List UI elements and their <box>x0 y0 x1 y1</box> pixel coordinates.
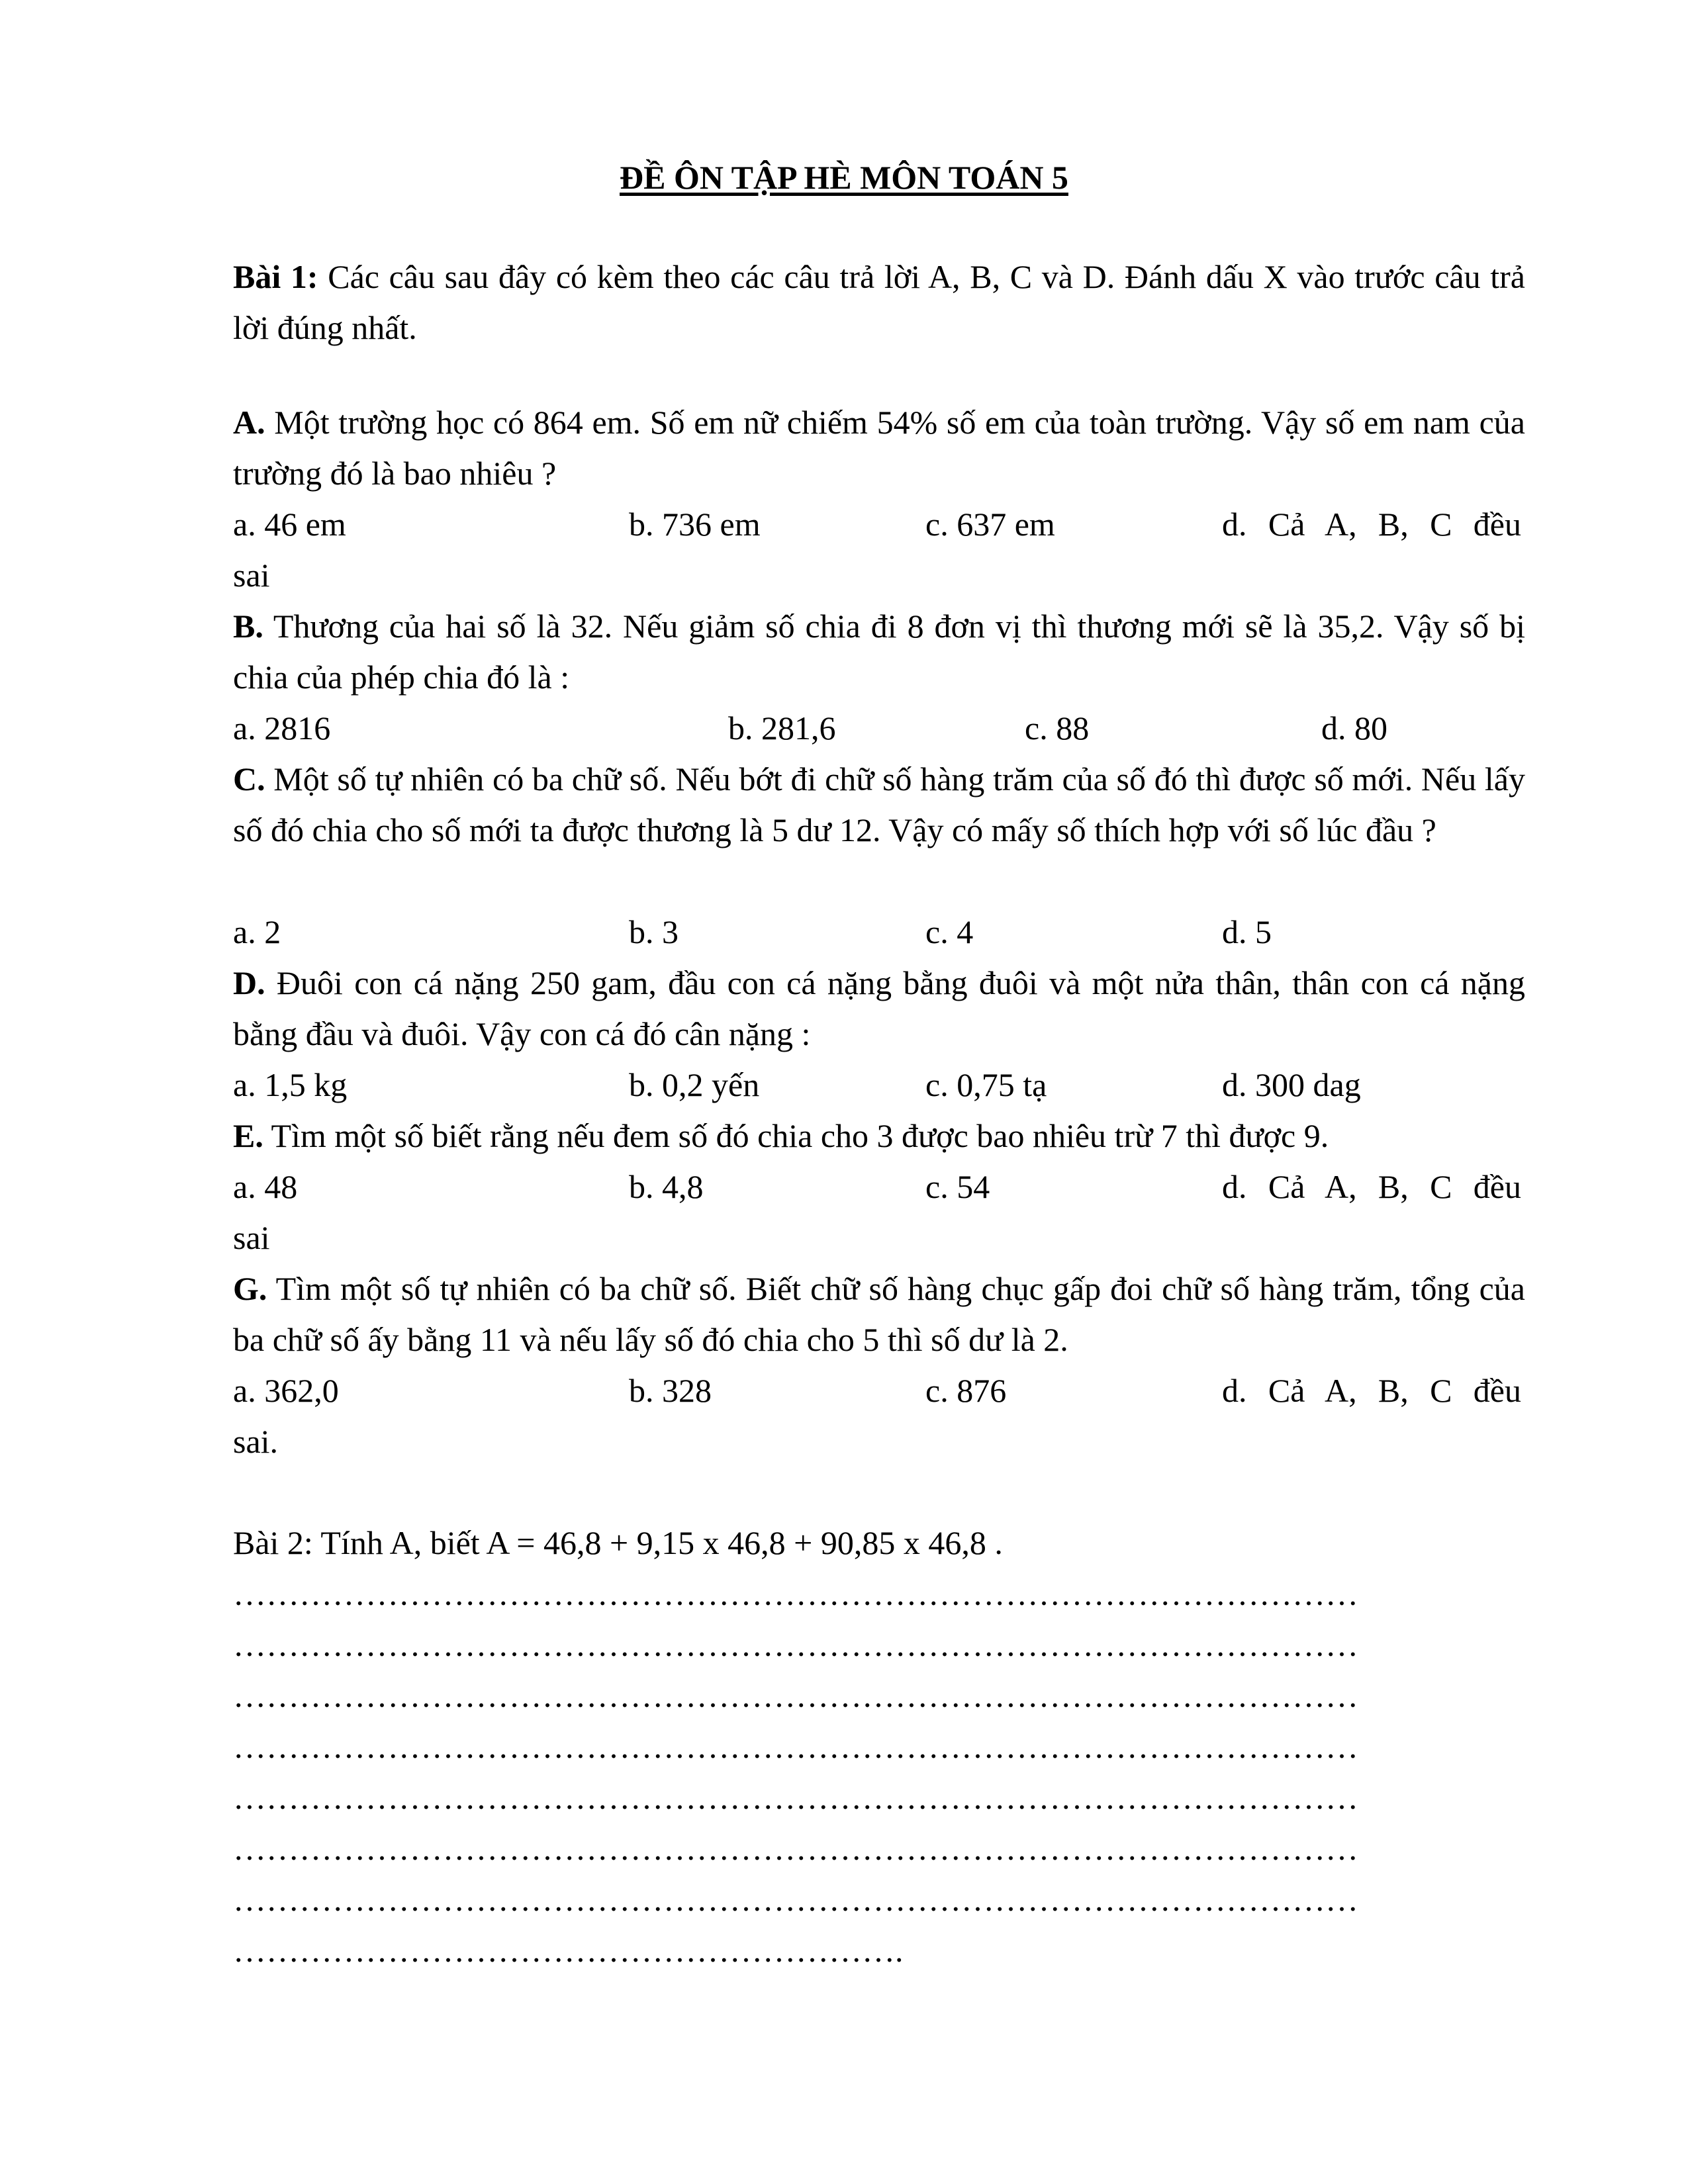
option-e-d[interactable]: d. Cả A, B, C đều <box>1222 1168 1521 1205</box>
answer-line[interactable]: ……………………………………………………. <box>233 1932 904 1969</box>
option-e-d-wrap: sai <box>233 1219 270 1256</box>
option-d-d[interactable]: d. 300 dag <box>1222 1066 1361 1103</box>
options-b <box>233 703 1525 754</box>
question-g: G. Tìm một số tự nhiên có ba chữ số. Biết chữ số hàng chục gấp đoi chữ số hàng trăm, tổng của ba chữ số ấy bằng 11 và nếu lấy số đó chia cho 5 thì số dư là 2. <box>233 1270 1525 1358</box>
question-c: C. Một số tự nhiên có ba chữ số. Nếu bớt đi chữ số hàng trăm của số đó thì được số mới. Nếu lấy số đó chia cho số mới ta được thương là 5 dư 12. Vậy có mấy số thích hợp với số lúc đầu ? <box>233 760 1525 848</box>
option-c-b[interactable]: b. 3 <box>629 913 679 950</box>
page-title: ĐỀ ÔN TẬP HÈ MÔN TOÁN 5 <box>620 159 1068 196</box>
option-e-a[interactable]: a. 48 <box>233 1168 298 1205</box>
options-a <box>233 499 1525 550</box>
options-e <box>233 1161 1525 1212</box>
option-g-d-wrap: sai. <box>233 1423 279 1460</box>
option-g-d[interactable]: d. Cả A, B, C đều <box>1222 1372 1521 1409</box>
options-d <box>233 1060 1525 1111</box>
option-a-c[interactable]: c. 637 em <box>925 506 1055 543</box>
options-c <box>233 907 1525 958</box>
option-d-a[interactable]: a. 1,5 kg <box>233 1066 348 1103</box>
bai2-problem: Bài 2: Tính A, biết A = 46,8 + 9,15 x 46,8 + 90,85 x 46,8 . <box>233 1524 1003 1561</box>
option-d-c[interactable]: c. 0,75 tạ <box>925 1066 1047 1103</box>
option-a-d[interactable]: d. Cả A, B, C đều <box>1222 506 1521 543</box>
option-b-d[interactable]: d. 80 <box>1321 709 1387 747</box>
question-a: A. Một trường học có 864 em. Số em nữ chiếm 54% số em của toàn trường. Vậy số em nam của trường đó là bao nhiêu ? <box>233 404 1525 492</box>
option-g-c[interactable]: c. 876 <box>925 1372 1007 1409</box>
question-d: D. Đuôi con cá nặng 250 gam, đầu con cá nặng bằng đuôi và một nửa thân, thân con cá nặng bằng đầu và đuôi. Vậy con cá đó cân nặng : <box>233 964 1525 1052</box>
answer-line[interactable]: ………………………………………………………………………………………… <box>233 1728 1358 1765</box>
option-b-c[interactable]: c. 88 <box>1025 709 1090 747</box>
option-b-b[interactable]: b. 281,6 <box>728 709 836 747</box>
option-g-a[interactable]: a. 362,0 <box>233 1372 339 1409</box>
option-d-b[interactable]: b. 0,2 yến <box>629 1066 760 1103</box>
option-a-a[interactable]: a. 46 em <box>233 506 346 543</box>
option-c-a[interactable]: a. 2 <box>233 913 281 950</box>
option-c-c[interactable]: c. 4 <box>925 913 974 950</box>
answer-line[interactable]: ………………………………………………………………………………………… <box>233 1881 1358 1918</box>
answer-line[interactable]: ………………………………………………………………………………………… <box>233 1626 1358 1663</box>
bai1-label: Bài 1: <box>233 258 318 295</box>
option-e-b[interactable]: b. 4,8 <box>629 1168 704 1205</box>
option-b-a[interactable]: a. 2816 <box>233 709 331 747</box>
answer-line[interactable]: ………………………………………………………………………………………… <box>233 1677 1358 1714</box>
option-c-d[interactable]: d. 5 <box>1222 913 1272 950</box>
bai1-instruction: Bài 1: Các câu sau đây có kèm theo các câu trả lời A, B, C và D. Đánh dấu X vào trước câu trả lời đúng nhất. <box>233 258 1525 346</box>
answer-line[interactable]: ………………………………………………………………………………………… <box>233 1575 1358 1612</box>
option-a-b[interactable]: b. 736 em <box>629 506 761 543</box>
option-a-d-wrap: sai <box>233 557 270 594</box>
option-e-c[interactable]: c. 54 <box>925 1168 990 1205</box>
answer-line[interactable]: ………………………………………………………………………………………… <box>233 1830 1358 1867</box>
question-e: E. Tìm một số biết rằng nếu đem số đó chia cho 3 được bao nhiêu trừ 7 thì được 9. <box>233 1117 1329 1154</box>
options-g <box>233 1365 1525 1416</box>
option-g-b[interactable]: b. 328 <box>629 1372 712 1409</box>
answer-line[interactable]: ………………………………………………………………………………………… <box>233 1779 1358 1816</box>
question-b: B. Thương của hai số là 32. Nếu giảm số chia đi 8 đơn vị thì thương mới sẽ là 35,2. Vậy số bị chia của phép chia đó là : <box>233 608 1525 696</box>
